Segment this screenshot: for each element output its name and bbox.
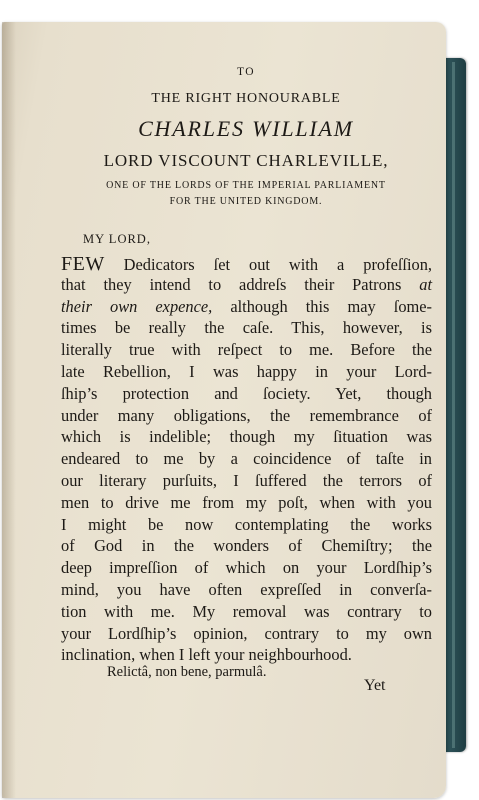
dedicatee-office-line-1: ONE OF THE LORDS OF THE IMPERIAL PARLIAMENT [106, 180, 386, 191]
body-line-8: under many obligations, the remembrance of [61, 405, 432, 425]
body-line-17: tion with me. My removal was contrary to [61, 601, 432, 621]
body-line-12: men to drive me from my poſt, when with you [61, 492, 432, 512]
body-line-2-text: that they intend to addreſs their Patrons [61, 274, 402, 294]
body-line-3-italic: their own expence, [61, 296, 213, 316]
drop-cap-few: FEW [61, 253, 105, 275]
body-line-6: late Rebellion, I was happy in your Lord- [61, 362, 432, 381]
body-line-7: ſhip’s protection and ſociety. Yet, though [61, 383, 432, 403]
body-line-3-rest: although this may ſome- [212, 296, 432, 316]
book-cover-sheen [452, 62, 455, 748]
body-line-16: mind, you have often expreſſed in converſa- [61, 580, 432, 599]
body-line-19: inclination, when I left your neighbourhood. [61, 645, 352, 665]
dedication-right-honourable: THE RIGHT HONOURABLE [151, 91, 341, 106]
body-line-10: endeared to me by a coincidence of taſte in [61, 449, 432, 469]
dedication-to: TO [236, 66, 256, 78]
dedicatee-name: CHARLES WILLIAM [138, 116, 354, 141]
latin-motto: Relictâ, non bene, parmulâ. [107, 664, 267, 680]
body-line-9: which is indelible; though my ſituation was [61, 427, 432, 447]
catchword: Yet [364, 677, 386, 694]
body-line-3 [61, 297, 432, 317]
body-line-18: your Lordſhip’s opinion, contrary to my own [61, 623, 432, 643]
body-line-15: deep impreſſion of which on your Lordſhip’s [61, 558, 432, 578]
body-line-14: of God in the wonders of Chemiſtry; the [61, 536, 432, 556]
dedicatee-office-line-2: FOR THE UNITED KINGDOM. [169, 196, 323, 207]
body-line-1-rest: Dedicators ſet out with a profeſſion, [104, 255, 432, 274]
body-line-11: our literary purſuits, I ſuffered the terrors of [61, 471, 432, 490]
dedicatee-title: LORD VISCOUNT CHARLEVILLE, [103, 151, 389, 170]
salutation: MY LORD, [83, 232, 151, 246]
body-line-1 [61, 253, 432, 276]
body-line-4: times be really the caſe. This, however, is [61, 318, 432, 338]
page-gutter-shadow [2, 22, 16, 798]
body-line-2 [61, 275, 432, 295]
body-line-13: I might be now contemplating the works [61, 514, 432, 534]
body-line-5: literally true with reſpect to me. Before the [61, 340, 432, 360]
body-line-2-italic: at [419, 274, 432, 294]
